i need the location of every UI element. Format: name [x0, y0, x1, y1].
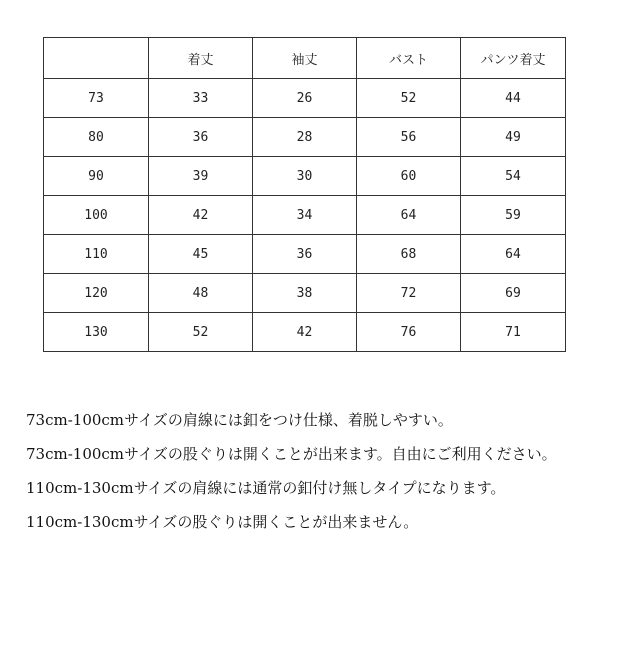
cell-bust: 60: [357, 157, 461, 196]
cell-sleeve: 36: [253, 235, 357, 274]
table-row: [44, 79, 566, 118]
cell-pants-length: 69: [461, 274, 566, 313]
cell-bust: 56: [357, 118, 461, 157]
table-row: [44, 313, 566, 352]
cell-bust: 64: [357, 196, 461, 235]
cell-length: 33: [149, 79, 253, 118]
header-pants-length: パンツ着丈: [461, 38, 566, 79]
cell-pants-length: 71: [461, 313, 566, 352]
table-header-row: [44, 38, 566, 79]
note-line: 73cm-100cmサイズの股ぐりは開くことが出来ます。自由にご利用ください。: [26, 445, 557, 463]
cell-sleeve: 28: [253, 118, 357, 157]
cell-pants-length: 49: [461, 118, 566, 157]
cell-sleeve: 34: [253, 196, 357, 235]
size-notes: [26, 410, 636, 546]
cell-length: 45: [149, 235, 253, 274]
cell-pants-length: 54: [461, 157, 566, 196]
cell-length: 42: [149, 196, 253, 235]
cell-size: 110: [44, 235, 149, 274]
cell-length: 52: [149, 313, 253, 352]
cell-size: 100: [44, 196, 149, 235]
cell-pants-length: 44: [461, 79, 566, 118]
table-row: [44, 274, 566, 313]
table-row: [44, 196, 566, 235]
cell-size: 130: [44, 313, 149, 352]
cell-bust: 68: [357, 235, 461, 274]
cell-length: 36: [149, 118, 253, 157]
cell-length: 48: [149, 274, 253, 313]
cell-size: 90: [44, 157, 149, 196]
header-length: 着丈: [149, 38, 253, 79]
note-line: 110cm-130cmサイズの肩線には通常の釦付け無しタイプになります。: [26, 479, 506, 497]
cell-size: 73: [44, 79, 149, 118]
note-line: 110cm-130cmサイズの股ぐりは開くことが出来ません。: [26, 513, 419, 531]
cell-bust: 52: [357, 79, 461, 118]
cell-size: 120: [44, 274, 149, 313]
cell-sleeve: 42: [253, 313, 357, 352]
cell-length: 39: [149, 157, 253, 196]
table-row: [44, 118, 566, 157]
note-line: 73cm-100cmサイズの肩線には釦をつけ仕様、着脱しやすい。: [26, 411, 453, 429]
cell-pants-length: 64: [461, 235, 566, 274]
cell-bust: 76: [357, 313, 461, 352]
cell-bust: 72: [357, 274, 461, 313]
cell-pants-length: 59: [461, 196, 566, 235]
header-bust: バスト: [357, 38, 461, 79]
table-row: [44, 157, 566, 196]
header-size: [44, 38, 149, 79]
table-row: [44, 235, 566, 274]
header-sleeve: 袖丈: [253, 38, 357, 79]
size-chart-table: [43, 37, 566, 352]
cell-size: 80: [44, 118, 149, 157]
cell-sleeve: 38: [253, 274, 357, 313]
cell-sleeve: 26: [253, 79, 357, 118]
cell-sleeve: 30: [253, 157, 357, 196]
